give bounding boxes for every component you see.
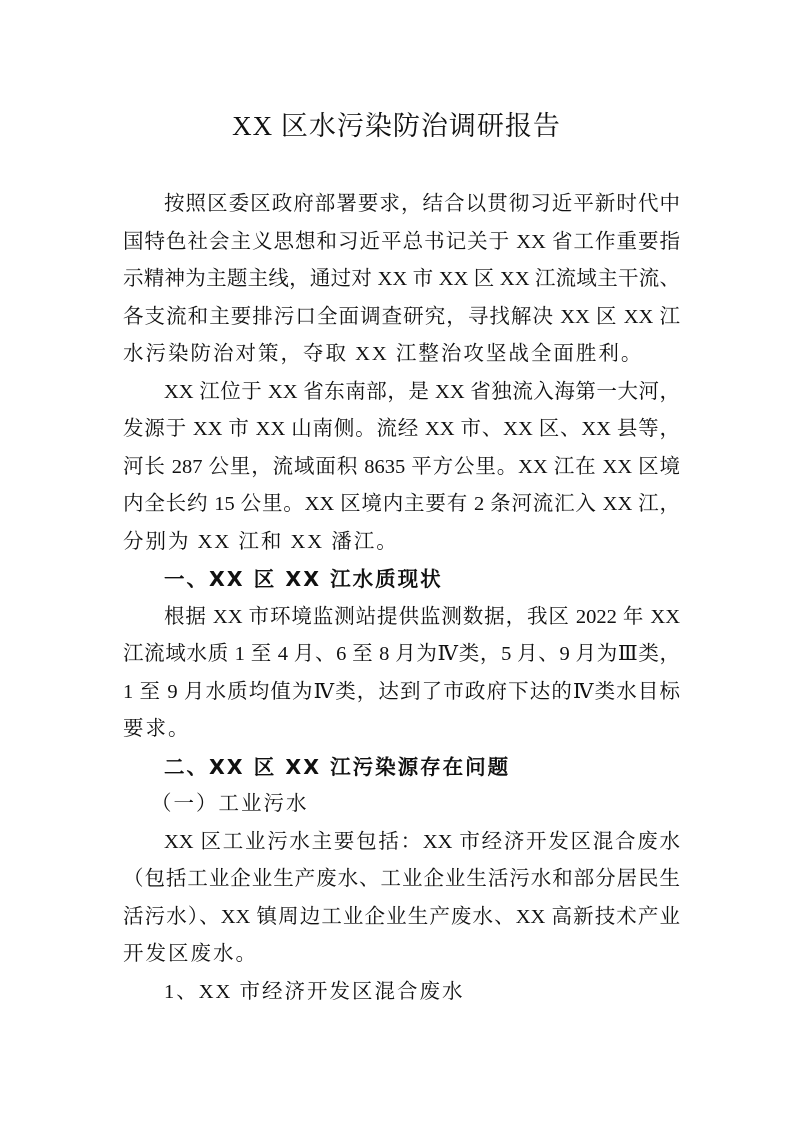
text-line: 河长 287 公里，流域面积 8635 平方公里。XX 江在 XX 区境: [123, 455, 680, 478]
text-line: 1、XX 市经济开发区混合废水: [164, 980, 465, 1003]
text-line: 水污染防治对策，夺取 XX 江整治攻坚战全面胜利。: [123, 343, 644, 365]
text-line: 分别为 XX 江和 XX 潘江。: [123, 530, 399, 553]
text-line: 要求。: [123, 718, 191, 740]
section-heading: [123, 749, 680, 787]
text-line: （一）工业污水: [151, 793, 309, 815]
text-line: 按照区委区政府部署要求，结合以贯彻习近平新时代中: [164, 193, 680, 215]
document-body: [123, 186, 680, 1011]
text-line: 二、XX 区 XX 江污染源存在问题: [164, 754, 511, 779]
paragraph: [123, 824, 680, 974]
text-line: 内全长约 15 公里。XX 区境内主要有 2 条河流汇入 XX 江，: [123, 493, 680, 515]
text-line: XX 江位于 XX 省东南部，是 XX 省独流入海第一大河，: [164, 380, 680, 403]
text-line: 1 至 9 月水质均值为Ⅳ类，达到了市政府下达的Ⅳ类水目标: [123, 680, 680, 703]
section-heading: [123, 561, 680, 599]
paragraph: [123, 374, 680, 562]
paragraph: [123, 186, 680, 374]
text-line: 开发区废水。: [123, 943, 258, 965]
text-line: 一、XX 区 XX 江水质现状: [164, 567, 443, 591]
text-line: （包括工业企业生产废水、工业企业生活污水和部分居民生: [123, 868, 680, 890]
text-line: 活污水）、XX 镇周边工业企业生产废水、XX 高新技术产业: [123, 905, 680, 928]
subsection-heading: [123, 786, 680, 824]
paragraph: [123, 974, 680, 1012]
paragraph: [123, 599, 680, 749]
text-line: 根据 XX 市环境监测站提供监测数据，我区 2022 年 XX: [164, 605, 680, 628]
text-line: 示精神为主题主线，通过对 XX 市 XX 区 XX 江流域主干流、: [123, 268, 680, 290]
text-line: 各支流和主要排污口全面调查研究，寻找解决 XX 区 XX 江: [123, 305, 680, 328]
document-title: XX 区水污染防治调研报告: [232, 111, 561, 141]
text-line: XX 区工业污水主要包括：XX 市经济开发区混合废水: [164, 830, 680, 853]
text-line: 国特色社会主义思想和习近平总书记关于 XX 省工作重要指: [123, 230, 680, 253]
text-line: 发源于 XX 市 XX 山南侧。流经 XX 市、XX 区、XX 县等，: [123, 418, 680, 440]
text-line: 江流域水质 1 至 4 月、6 至 8 月为Ⅳ类，5 月、9 月为Ⅲ类，: [123, 643, 680, 665]
